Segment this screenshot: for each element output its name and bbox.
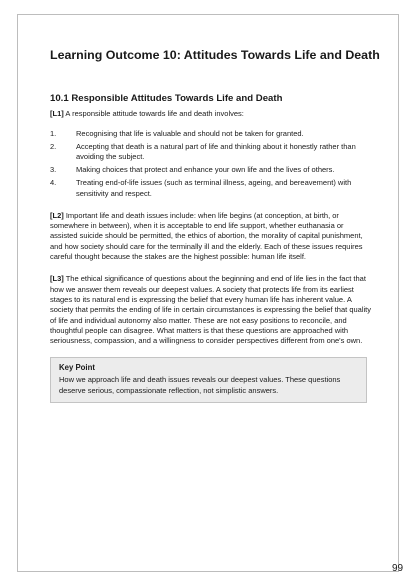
attitude-list	[50, 129, 372, 199]
list-item-text: Making choices that protect and enhance your own life and the lives of others.	[76, 165, 335, 175]
page-content	[50, 48, 380, 403]
paragraph-l3-text: The ethical significance of questions about the beginning and end of life lies in the fact that how we answer them reveals our deepest values. A society that protects life from its earliest stages to its natural end is expressing the belief that every human life has inherent value. A society that permits the ending of life in certain circumstances is expressing the belief that quality of life and individual autonomy also matter. These are not easy positions to reconcile, and thoughtful people can disagree. What matters is that these questions are approached with seriousness, compassion, and a willingness to consider perspectives different from one's own.	[50, 274, 371, 346]
level-tag-l3: [L3]	[50, 274, 64, 284]
paragraph-l1-text: A responsible attitude towards life and death involves:	[63, 109, 244, 118]
page-number: 99	[392, 563, 404, 574]
list-item-text: Recognising that life is valuable and should not be taken for granted.	[76, 129, 304, 139]
paragraph-spacer	[50, 262, 372, 274]
paragraph-l2	[50, 211, 372, 262]
level-tag-l2: [L2]	[50, 210, 64, 220]
key-point-text: How we approach life and death issues reveals our deepest values. These questions deserve serious, compassionate reflection, not simplistic answers.	[59, 375, 341, 395]
list-item-number: 2.	[50, 142, 57, 152]
page-title: Learning Outcome 10: Attitudes Towards Life and Death	[50, 48, 380, 62]
level-tag-l1: [L1]	[50, 109, 64, 118]
paragraph-l1	[50, 109, 372, 119]
list-item	[50, 178, 372, 199]
list-item	[50, 142, 372, 163]
list-item	[50, 129, 372, 139]
list-item-number: 3.	[50, 165, 57, 175]
list-item-text: Treating end-of-life issues (such as terminal illness, ageing, and bereavement) with sensitivity and respect.	[76, 178, 352, 198]
list-item-number: 1.	[50, 129, 57, 139]
paragraph-l3	[50, 274, 372, 346]
key-point-title: Key Point	[59, 363, 95, 373]
list-item	[50, 165, 372, 175]
paragraph-l2-text: Important life and death issues include: when life begins (at conception, at birth, or somewhere in between), when it is acceptable to end life support, whether euthanasia or assisted suicide should be permitted, the ethics of abortion, the morality of capital punishment, and how society should care for the terminally ill and the elderly. Each of these issues requires careful thought because the stakes are the highest possible: human life itself.	[50, 210, 363, 262]
key-point-box	[50, 357, 367, 403]
list-item-number: 4.	[50, 178, 57, 188]
list-item-text: Accepting that death is a natural part of life and thinking about it honestly rather than avoiding the subject.	[76, 142, 356, 162]
section-heading: 10.1 Responsible Attitudes Towards Life and Death	[50, 93, 283, 104]
